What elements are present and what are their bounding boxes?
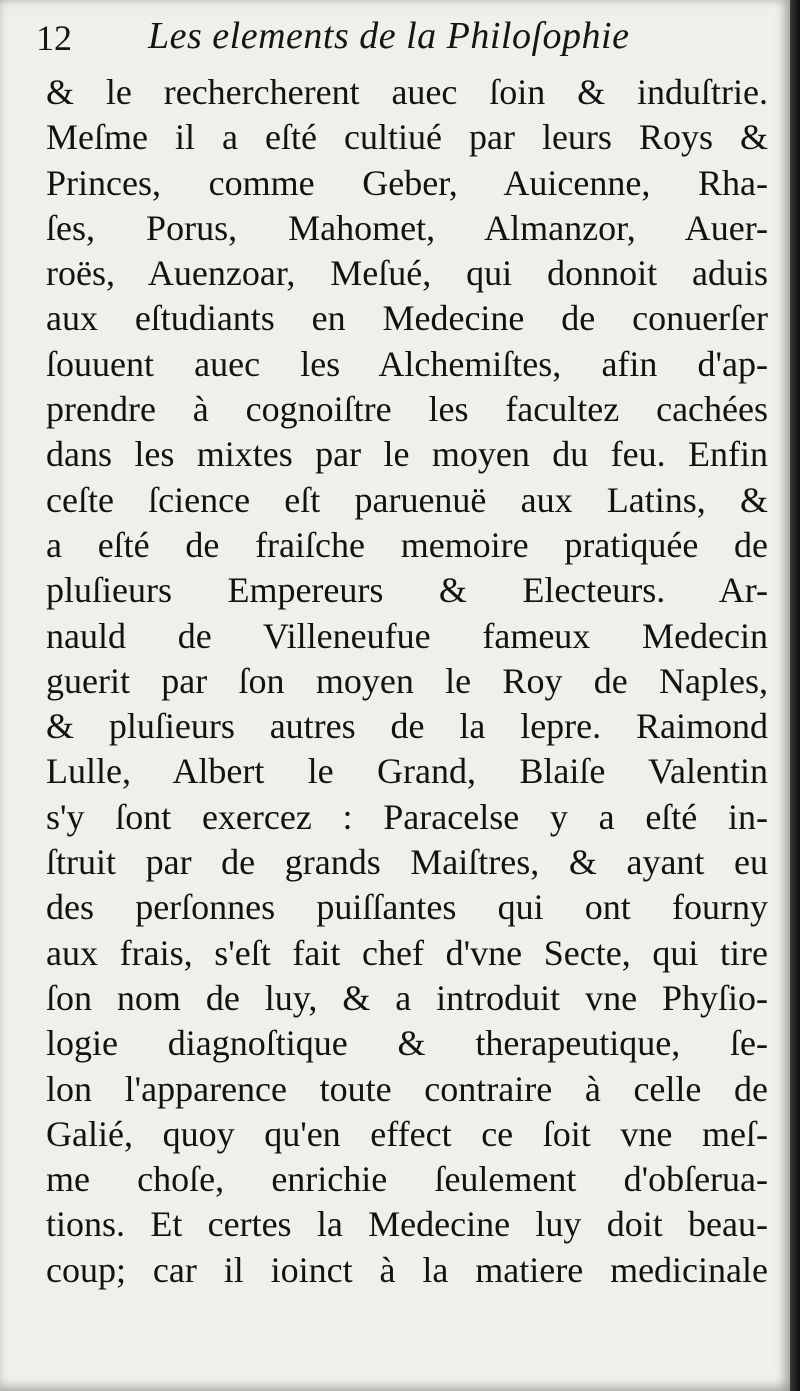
text-line: ſtruit par de grands Maiſtres, & ayant eu [46,842,768,883]
text-line: logie diagnoſtique & therapeutique, ſe- [46,1023,768,1064]
text-line: s'y ſont exercez : Paracelse y a eſté in- [46,796,768,837]
text-line: Princes, comme Geber, Auicenne, Rha- [46,162,768,203]
text-line: aux eſtudiants en Medecine de conuerſer [46,298,768,339]
page-header [36,14,776,64]
text-line: tions. Et certes la Medecine luy doit beau- [46,1204,768,1245]
text-line: ceſte ſcience eſt paruenuë aux Latins, & [46,479,768,520]
text-line: des perſonnes puiſſantes qui ont fourny [46,887,768,928]
running-title: Les elements de la Philoſophie [148,15,630,57]
text-line: nauld de Villeneufue fameux Medecin [46,615,768,656]
text-line: ſouuent auec les Alchemiſtes, afin d'ap- [46,343,768,384]
text-line: lon l'apparence toute contraire à celle de [46,1068,768,1109]
text-line: coup; car il ioinct à la matiere medicinale [46,1249,768,1290]
text-line: guerit par ſon moyen le Roy de Naples, [46,660,768,701]
text-line: prendre à cognoiſtre les facultez cachées [46,389,768,430]
text-line: me choſe, enrichie ſeulement d'obſerua- [46,1159,768,1200]
text-line: ſon nom de luy, & a introduit vne Phyſio- [46,977,768,1018]
text-line: dans les mixtes par le moyen du feu. Enfin [46,434,768,475]
text-line: & pluſieurs autres de la lepre. Raimond [46,706,768,747]
text-line: Lulle, Albert le Grand, Blaiſe Valentin [46,751,768,792]
page-number: 12 [36,18,72,58]
text-line: a eſté de fraiſche memoire pratiquée de [46,524,768,565]
body-text [46,70,768,1293]
text-line: pluſieurs Empereurs & Electeurs. Ar- [46,570,768,611]
page-edge [790,0,800,1391]
text-line: roës, Auenzoar, Meſué, qui donnoit aduis [46,253,768,294]
text-line: Galié, quoy qu'en effect ce ſoit vne meſ- [46,1113,768,1154]
text-line: Meſme il a eſté cultiué par leurs Roys & [46,117,768,158]
text-line: aux frais, s'eſt fait chef d'vne Secte, qui tire [46,932,768,973]
text-line: ſes, Porus, Mahomet, Almanzor, Auer- [46,207,768,248]
text-line: & le rechercherent auec ſoin & induſtrie. [46,72,768,112]
